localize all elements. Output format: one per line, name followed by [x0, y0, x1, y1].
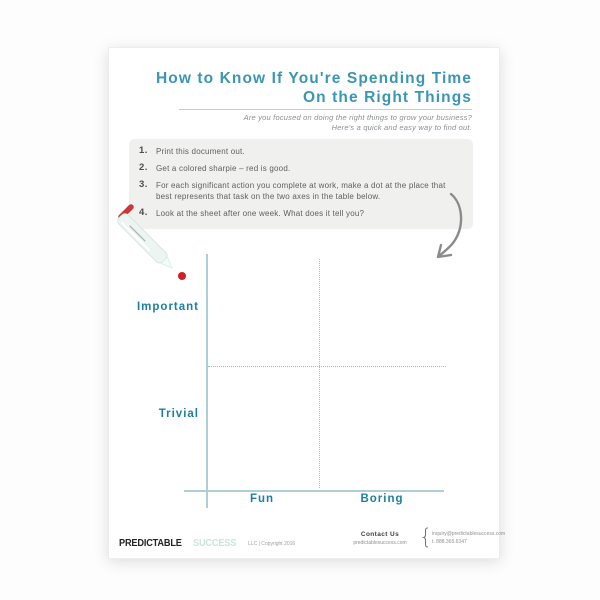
x-axis-line — [184, 490, 444, 492]
phone-text: t. 888.365.6347 — [432, 538, 467, 545]
contact-heading: Contact Us — [360, 531, 400, 538]
email-text: inquiry@predictablesuccess.com — [432, 531, 506, 537]
curved-down-arrow-icon — [427, 187, 479, 269]
instruction-number: 1. — [139, 145, 148, 156]
instruction-text: Get a colored sharpie – red is good. — [156, 164, 291, 173]
instruction-item-3 — [139, 179, 467, 202]
brand-logo — [119, 533, 295, 551]
y-axis-line — [206, 254, 208, 508]
copyright-text: LLC | Copyright 2016 — [248, 541, 296, 547]
page-subtitle-line2: Here's a quick and easy way to find out. — [331, 122, 472, 132]
instruction-number: 4. — [139, 207, 148, 218]
axis-label-fun: Fun — [249, 493, 275, 505]
instruction-text: For each significant action you complete at work, make a dot at the place that best represents that task on the two axes in the table below. — [156, 181, 446, 201]
axis-label-trivial: Trivial — [158, 408, 199, 420]
instruction-number: 3. — [139, 179, 148, 190]
horizontal-dotted-divider — [208, 366, 446, 367]
worksheet-page — [108, 47, 506, 559]
title-divider — [179, 109, 472, 110]
axis-label-important: Important — [136, 301, 199, 313]
page-subtitle-line1: Are you focused on doing the right things to grow your business? — [243, 113, 472, 122]
brand-name-primary: PREDICTABLE — [119, 538, 182, 549]
contact-details — [432, 531, 505, 546]
website-text: predictablesuccess.com — [353, 539, 407, 546]
page-title — [149, 69, 472, 107]
page-subtitle — [169, 113, 472, 132]
red-tipped-marker-pen-icon — [111, 200, 196, 290]
page-title-line2: On the Right Things — [303, 89, 472, 106]
axis-label-boring: Boring — [360, 493, 404, 505]
brand-name-secondary: SUCCESS — [192, 538, 236, 549]
page-title-line1: How to Know If You're Spending Time — [155, 70, 472, 87]
instruction-text: Look at the sheet after one week. What does it tell you? — [156, 209, 365, 218]
instruction-text: Print this document out. — [156, 147, 245, 156]
instruction-item-2 — [139, 162, 467, 174]
instruction-item-1 — [139, 145, 467, 157]
brace-glyph: { — [419, 525, 433, 549]
instruction-number: 2. — [139, 162, 148, 173]
vertical-dotted-divider — [319, 259, 320, 488]
contact-block — [346, 531, 414, 546]
